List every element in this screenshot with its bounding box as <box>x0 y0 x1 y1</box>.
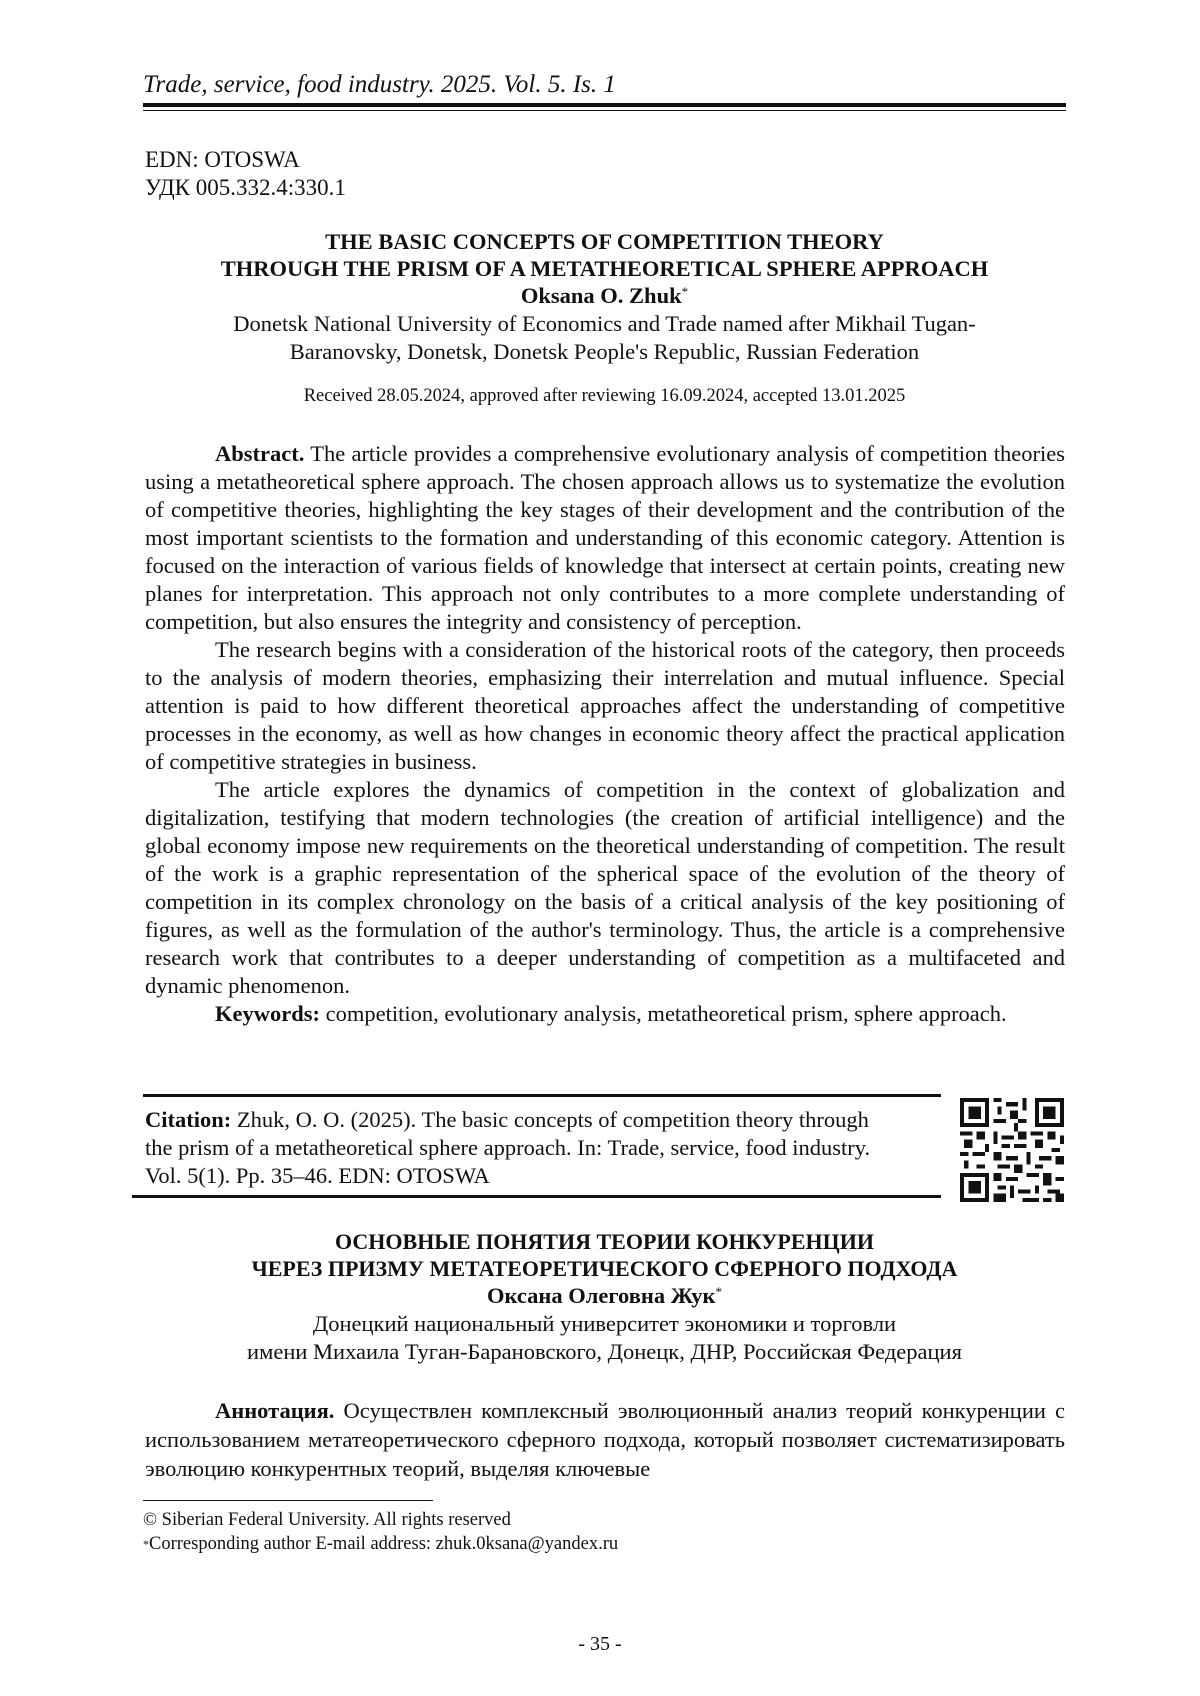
ru-abstract-paragraph: Аннотация. Осуществлен комплексный эволюционный анализ теорий конкуренции с использованием метатеоретического сферного подхода, который позволяет систематизировать эволюцию конкурентных теорий, выделяя ключевые <box>145 1396 1065 1483</box>
russian-abstract <box>145 1396 1065 1483</box>
abstract-paragraph-1: Abstract. The article provides a comprehensive evolutionary analysis of competition theories using a metatheoretical sphere approach. The chosen approach allows us to systematize the evolution of competitive theories, highlighting the key stages of their development and the contribution of the most important scientists to the formation and understanding of this economic category. Attention is focused on the interaction of various fields of knowledge that intersect at certain points, creating new planes for interpretation. This approach not only contributes to a more complete understanding of competition, but also ensures the integrity and consistency of perception. <box>145 440 1065 636</box>
ru-author-name: Оксана Олеговна Жук* <box>143 1282 1066 1310</box>
header-rule-thick <box>143 103 1066 107</box>
citation-line-1: Citation: Zhuk, O. O. (2025). The basic concepts of competition theory through <box>145 1106 935 1134</box>
journal-page <box>0 0 1200 1696</box>
footnotes <box>143 1508 618 1556</box>
article-title-line-1: THE BASIC CONCEPTS OF COMPETITION THEORY <box>143 228 1066 255</box>
edn-code: EDN: OTOSWA <box>145 146 346 174</box>
russian-title-block <box>143 1228 1066 1366</box>
copyright-note: © Siberian Federal University. All rights reserved <box>143 1508 618 1532</box>
citation-rule-bottom <box>132 1195 941 1198</box>
keywords: Keywords: competition, evolutionary analysis, metatheoretical prism, sphere approach. <box>145 1000 1065 1028</box>
page-number: - 35 - <box>0 1633 1200 1656</box>
running-header: Trade, service, food industry. 2025. Vol. 5. Is. 1 <box>143 70 1063 100</box>
author-name: Oksana O. Zhuk* <box>143 282 1066 310</box>
citation-line-2: the prism of a metatheoretical sphere approach. In: Trade, service, food industry. <box>145 1134 935 1162</box>
corresponding-author-note: *Corresponding author E-mail address: zhuk.0ksana@yandex.ru <box>143 1532 618 1556</box>
citation-label: Citation: <box>145 1107 231 1132</box>
received-dates: Received 28.05.2024, approved after reviewing 16.09.2024, accepted 13.01.2025 <box>143 384 1066 408</box>
ru-affiliation-line-1: Донецкий национальный университет экономики и торговли <box>143 1310 1066 1338</box>
citation-line-3: Vol. 5(1). Pp. 35–46. EDN: OTOSWA <box>145 1162 935 1190</box>
english-title-block <box>143 228 1066 366</box>
abstract-paragraph-3: The article explores the dynamics of competition in the context of globalization and digitalization, testifying that modern technologies (the creation of artificial intelligence) and the global economy impose new requirements on the theoretical understanding of competition. The result of the work is a graphic representation of the spherical space of the evolution of the theory of competition in its complex chronology on the basis of a critical analysis of the key positioning of figures, as well as the formulation of the author's terminology. Thus, the article is a comprehensive research work that contributes to a deeper understanding of competition as a multifaceted and dynamic phenomenon. <box>145 776 1065 1000</box>
affiliation-line-2: Baranovsky, Donetsk, Donetsk People's Republic, Russian Federation <box>143 338 1066 366</box>
corresponding-mark: * <box>682 284 689 299</box>
ru-abstract-label: Аннотация. <box>215 1398 334 1423</box>
ru-title-line-1: ОСНОВНЫЕ ПОНЯТИЯ ТЕОРИИ КОНКУРЕНЦИИ <box>143 1228 1066 1255</box>
english-abstract <box>145 440 1065 1028</box>
article-identifiers <box>145 146 346 202</box>
ru-title-line-2: ЧЕРЕЗ ПРИЗМУ МЕТАТЕОРЕТИЧЕСКОГО СФЕРНОГО ПОДХОДА <box>143 1255 1066 1282</box>
abstract-paragraph-2: The research begins with a consideration of the historical roots of the category, then proceeds to the analysis of modern theories, emphasizing their interrelation and mutual influence. Special attention is paid to how different theoretical approaches affect the understanding of competitive processes in the economy, as well as how changes in economic theory affect the practical application of competitive strategies in business. <box>145 636 1065 776</box>
citation-block <box>145 1106 935 1190</box>
ru-affiliation-line-2: имени Михаила Туган-Барановского, Донецк, ДНР, Российская Федерация <box>143 1338 1066 1366</box>
udk-code: УДК 005.332.4:330.1 <box>145 174 346 202</box>
affiliation-line-1: Donetsk National University of Economics and Trade named after Mikhail Tugan- <box>143 310 1066 338</box>
header-rule-thin <box>143 110 1066 111</box>
keywords-label: Keywords: <box>215 1001 320 1026</box>
article-title-line-2: THROUGH THE PRISM OF A METATHEORETICAL SPHERE APPROACH <box>143 255 1066 282</box>
citation-rule-top <box>143 1094 941 1097</box>
abstract-label: Abstract. <box>215 441 304 466</box>
footnote-rule <box>143 1500 433 1501</box>
qr-code-icon[interactable] <box>960 1098 1064 1202</box>
ru-corresponding-mark: * <box>715 1284 722 1299</box>
